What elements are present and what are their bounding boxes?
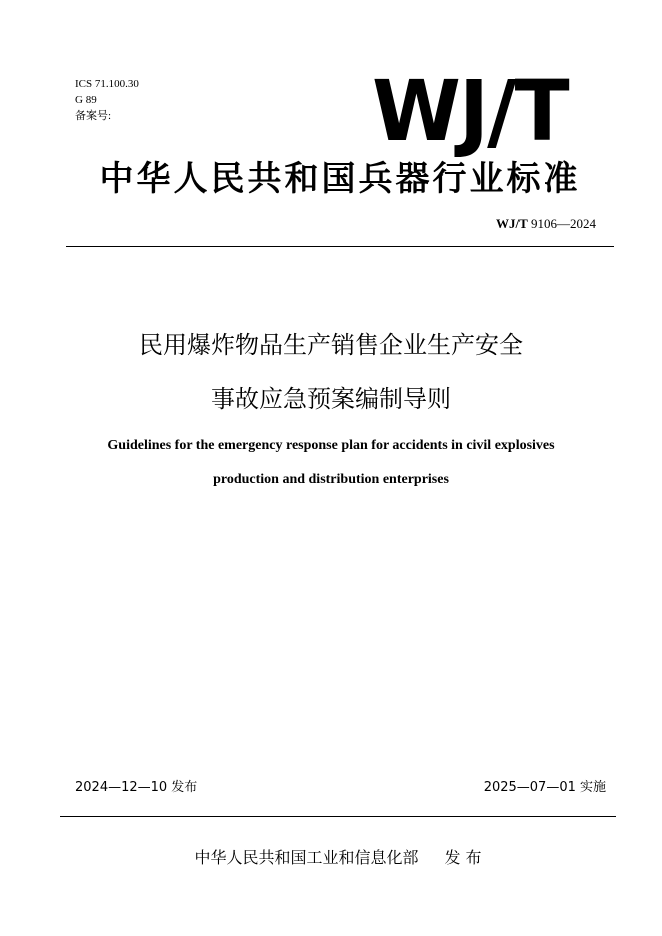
record-number-label: 备案号:	[75, 110, 112, 122]
top-divider	[66, 246, 614, 247]
standard-serial: 9106—2024	[531, 216, 596, 231]
standard-logo: WJ/T	[372, 62, 568, 160]
standard-code: WJ/T	[495, 216, 528, 231]
standard-category-title: 中华人民共和国兵器行业标准	[99, 159, 581, 199]
ics-code: ICS 71.100.30	[75, 78, 139, 90]
issuer-organization: 中华人民共和国工业和信息化部	[194, 848, 419, 867]
chinese-title-line-1: 民用爆炸物品生产销售企业生产安全	[139, 331, 523, 359]
ccs-code: G 89	[75, 94, 97, 106]
issuer-action: 发 布	[444, 848, 482, 867]
chinese-title-line-2: 事故应急预案编制导则	[211, 385, 451, 413]
implementation-date: 2025—07—01 实施	[483, 780, 606, 795]
standard-number	[496, 214, 596, 234]
english-title-line-1: Guidelines for the emergency response plan for accidents in civil explosives	[107, 438, 555, 453]
english-title-line-2: production and distribution enterprises	[213, 472, 449, 487]
issuer-line	[60, 846, 616, 870]
issue-date: 2024—12—10 发布	[75, 780, 198, 795]
bottom-divider	[60, 816, 616, 817]
